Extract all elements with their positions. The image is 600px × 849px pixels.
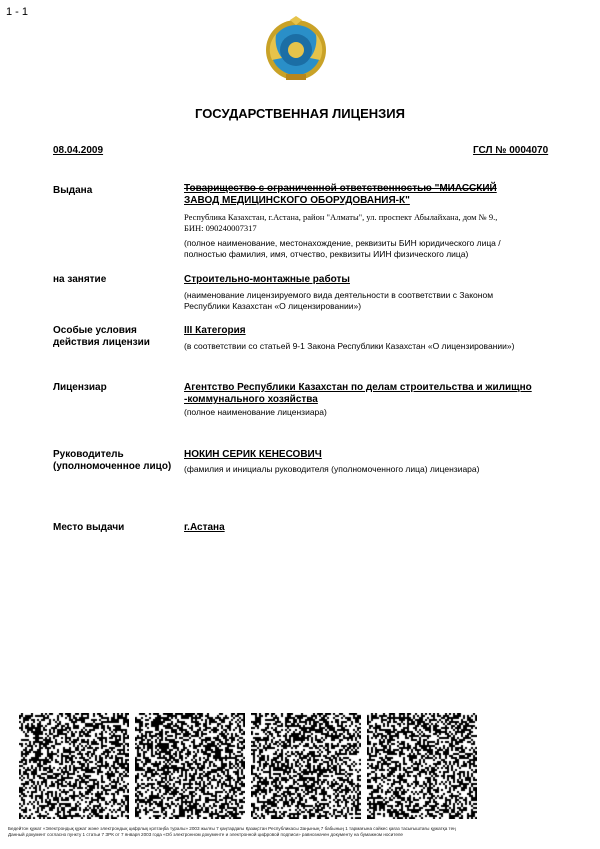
licensee-address-line2: БИН: 090240007317 [184, 223, 257, 233]
licensor-label: Лицензиар [53, 382, 107, 393]
activity-note-line2: Республики Казахстан «О лицензировании») [184, 301, 362, 311]
licensee-name-line2: ЗАВОД МЕДИЦИНСКОГО ОБОРУДОВАНИЯ-К" [184, 195, 410, 206]
page-number: 1 - 1 [6, 6, 29, 18]
head-value: НОКИН СЕРИК КЕНЕСОВИЧ [184, 449, 322, 460]
conditions-label-line2: действия лицензии [53, 337, 150, 348]
barcode-1 [19, 713, 129, 819]
document-title: ГОСУДАРСТВЕННАЯ ЛИЦЕНЗИЯ [195, 106, 405, 121]
conditions-value: III Категория [184, 325, 246, 336]
barcode-2 [135, 713, 245, 819]
activity-value: Строительно-монтажные работы [184, 274, 350, 285]
footer-line-2: Данный документ согласно пункту 1 статьи 7 ЗРК от 7 января 2003 года «Об электронном документе и электронной цифровой подписи» равнозначен документу на бумажном носителе [8, 832, 403, 837]
footer-legal-text [8, 826, 592, 838]
licensor-note: (полное наименование лицензиара) [184, 407, 327, 417]
licensee-note-line1: (полное наименование, местонахождение, реквизиты БИН юридического лица / [184, 238, 501, 248]
kazakhstan-emblem-icon [262, 16, 330, 84]
license-number: ГСЛ № 0004070 [473, 145, 549, 156]
conditions-label-line1: Особые условия [53, 325, 137, 336]
head-label-line2: (уполномоченное лицо) [53, 461, 172, 472]
activity-label: на занятие [53, 274, 107, 285]
activity-note-line1: (наименование лицензируемого вида деятельности в соответствии с Законом [184, 290, 494, 300]
head-note: (фамилия и инициалы руководителя (уполномоченного лица) лицензиара) [184, 464, 480, 474]
conditions-note: (в соответствии со статьей 9-1 Закона Республики Казахстан «О лицензировании») [184, 341, 515, 351]
barcode-4 [367, 713, 477, 819]
licensee-name-line1: Товарищество с ограниченной ответственностью "МИАССКИЙ [184, 183, 497, 194]
issue-date: 08.04.2009 [53, 145, 104, 156]
issued-to-label: Выдана [53, 185, 93, 196]
licensee-note-line2: полностью фамилия, имя, отчество, реквизиты ИИН физического лица) [184, 249, 469, 259]
barcode-3 [251, 713, 361, 819]
footer-line-1: Бедейтон құжат «Электрондық құжат және электрондық цифрлық қолтаңба туралы» 2003 жылғы 7 қаңтардағы Қазақстан Республикасы Заңының 7 бабының 1 тармағына сәйкес қағаз тасығыштағы құжатқа тең [8, 826, 456, 831]
place-value: г.Астана [184, 522, 225, 533]
licensee-address-line1: Республика Казахстан, г.Астана, район "Алматы", ул. проспект Абылайхана, дом № 9., [184, 212, 498, 222]
head-label-line1: Руководитель [53, 449, 124, 460]
place-label: Место выдачи [53, 522, 125, 533]
licensor-value-line2: -коммунального хозяйства [184, 394, 318, 405]
licensor-value-line1: Агентство Республики Казахстан по делам строительства и жилищно [184, 382, 532, 393]
